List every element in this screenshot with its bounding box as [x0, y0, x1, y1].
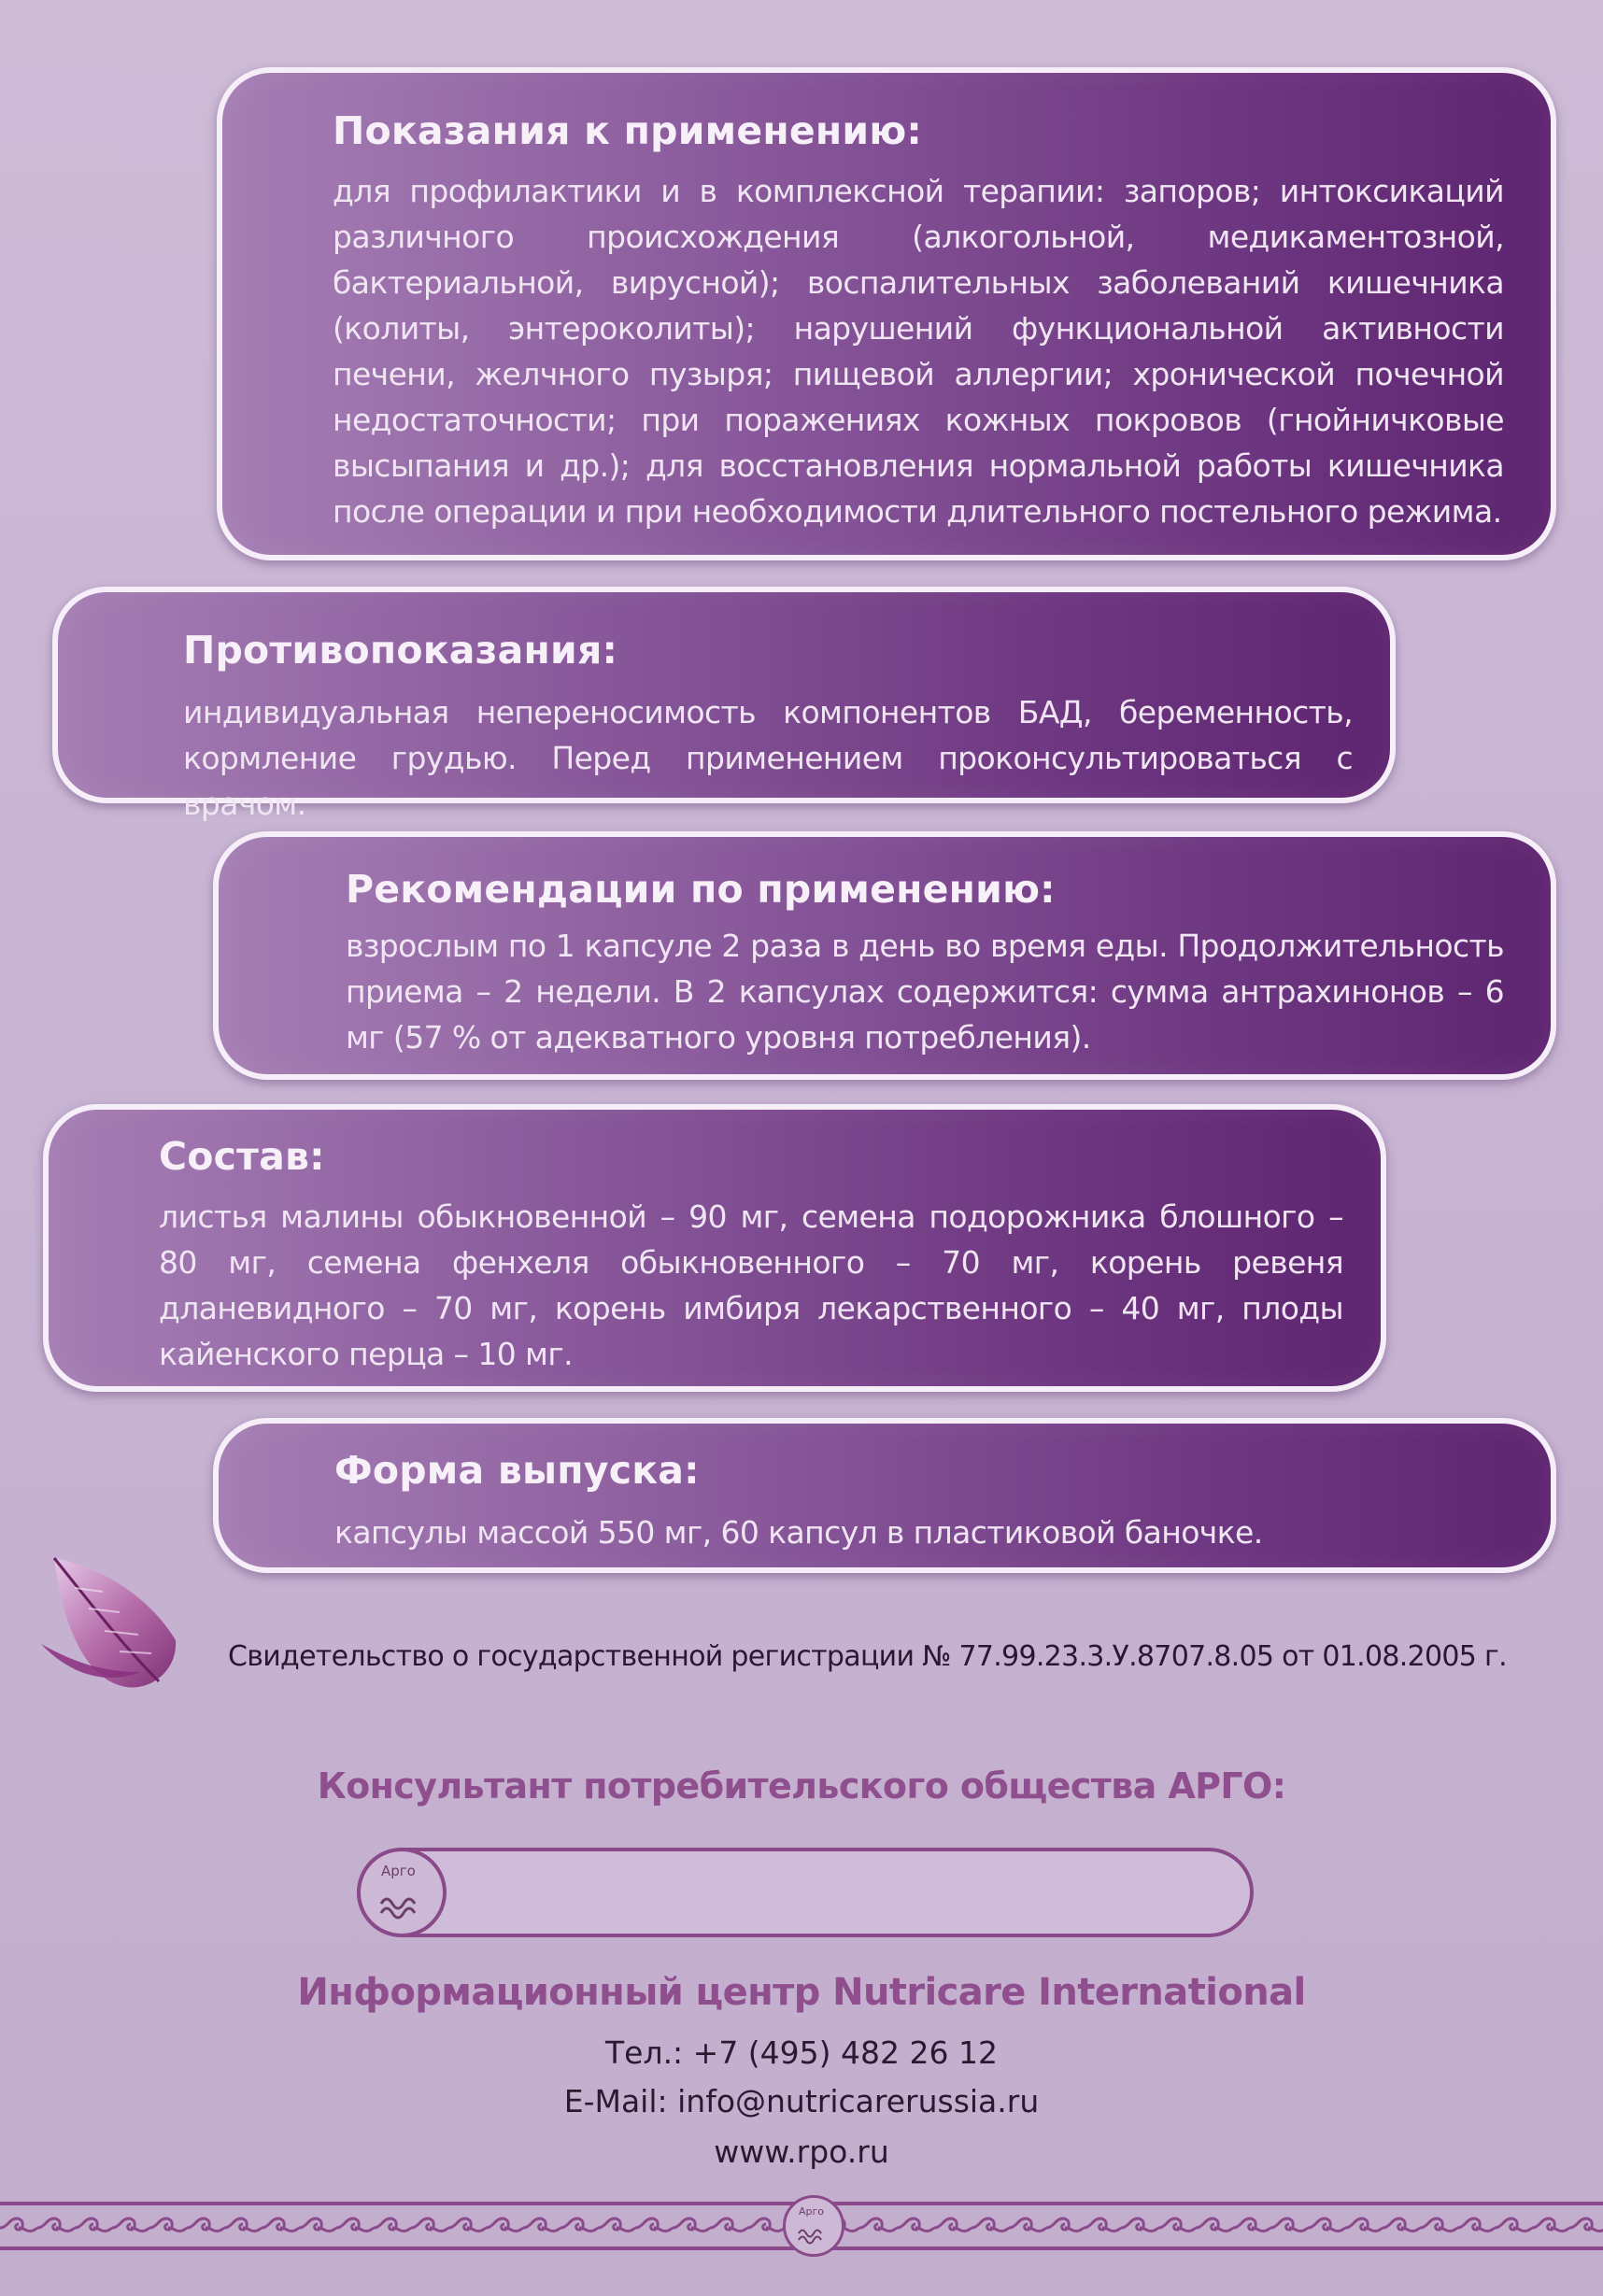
composition-text: листья малины обыкновенной – 90 мг, семена подорожника блошного – 80 мг, семена фенхеля обыкновенного – 70 мг, корень ревеня дланевидного – 70 мг, корень имбиря лекарственного – 40 мг, плоды кайенского перца – 10 мг.	[159, 1198, 1343, 1372]
indications-panel	[217, 67, 1556, 560]
recommendations-panel	[213, 831, 1556, 1080]
argo-logo-icon	[357, 1848, 447, 1937]
info-center-title: Информационный центр Nutricare International	[297, 1971, 1306, 2014]
bottom-badge-label: Арго	[799, 2205, 825, 2218]
leaf-icon	[37, 1551, 187, 1700]
composition-panel	[43, 1104, 1386, 1392]
composition-title: Состав:	[159, 1134, 325, 1179]
website-link: www.rpo.ru	[714, 2133, 889, 2170]
contraindications-panel	[52, 587, 1396, 822]
consultant-stamp-field	[357, 1848, 1254, 1937]
registration-certificate: Свидетельство о государственной регистрации № 77.99.23.3.У.8707.8.05 от 01.08.2005 г.	[228, 1640, 1507, 1673]
release-form-title: Форма выпуска:	[334, 1448, 700, 1493]
recommendations-text: взрослым по 1 капсуле 2 раза в день во время еды. Продолжительность приема – 2 недели. В 2 капсулах содержится: сумма антрахинонов – 6 мг (57 % от адекватного уровня потребления).	[346, 928, 1504, 1056]
release-form-panel	[213, 1418, 1556, 1573]
bottom-argo-logo-icon	[783, 2195, 844, 2257]
contraindications-text: индивидуальная непереносимость компонентов БАД, беременность, кормление грудью. Перед применением проконсультироваться с врачом.	[183, 694, 1353, 822]
consultant-title: Консультант потребительского общества АРГО:	[317, 1765, 1286, 1807]
recommendations-title: Рекомендации по применению:	[346, 867, 1056, 912]
email-address: E-Mail: info@nutricarerussia.ru	[563, 2083, 1040, 2119]
contraindications-title: Противопоказания:	[183, 628, 618, 673]
phone-number: Тел.: +7 (495) 482 26 12	[605, 2034, 998, 2071]
release-form-text: капсулы массой 550 мг, 60 капсул в пластиковой баночке.	[334, 1514, 1263, 1551]
argo-badge-label: Арго	[381, 1863, 416, 1879]
indications-title: Показания к применению:	[333, 108, 922, 153]
indications-text: для профилактики и в комплексной терапии: запоров; интоксикаций различного происхождения (алкогольной, медикаментозной, бактериальной, вирусной); воспалительных заболеваний кишечника (колиты, энтероколиты); нарушений функциональной активности печени, желчного пузыря; пищевой аллергии; хронической почечной недостаточности; при поражениях кожных покровов (гнойничковые высыпания и др.); для восстановления нормальной работы кишечника после операции и при необходимости длительного постельного режима.	[333, 173, 1504, 530]
